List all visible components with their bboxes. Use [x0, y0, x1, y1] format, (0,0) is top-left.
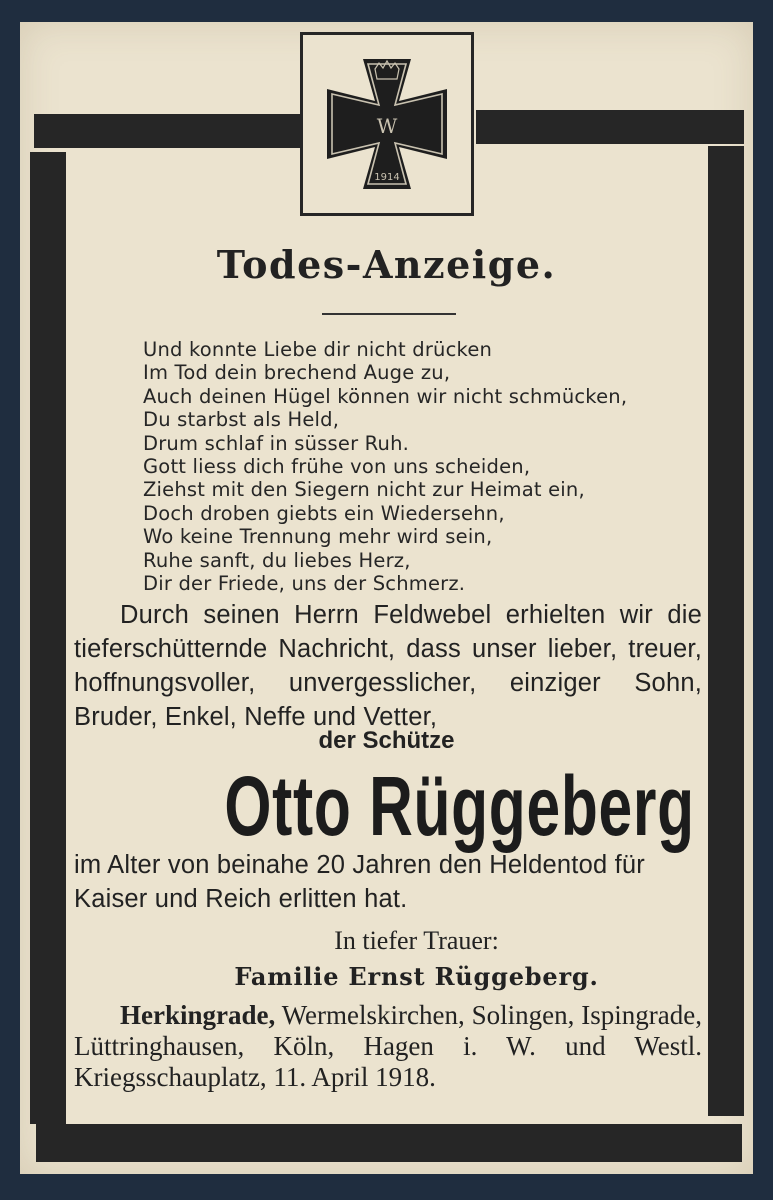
announcement-paragraph: [74, 598, 702, 734]
medal-letter: W: [376, 114, 398, 138]
poem-line: Dir der Friede, uns der Schmerz.: [143, 572, 466, 596]
places-lead: Herkingrade,: [120, 1000, 276, 1030]
poem-line: Und konnte Liebe dir nicht drücken: [143, 338, 493, 361]
border-top-left: [34, 114, 302, 148]
page-title: Todes-Anzeige.: [216, 242, 557, 287]
poem-line: Doch droben giebts ein Wiedersehn,: [143, 501, 505, 525]
title-divider: [322, 313, 456, 315]
mourning-line: In tiefer Trauer:: [334, 926, 499, 955]
deceased-name: Otto Rüggeberg: [224, 759, 695, 853]
poem-line: Im Tod dein brechend Auge zu,: [143, 361, 451, 385]
announcement-text: Durch seinen Herrn Feldwebel erhielten wir die tieferschütternde Nachricht, dass unser lieber, treuer, hoffnungsvoller, unvergesslicher, einziger Sohn, Bruder, Enkel, Neffe und Vetter,: [74, 601, 702, 731]
iron-cross-icon: [317, 49, 457, 199]
places-rest: Wermelskirchen, Solingen, Ispingrade, Lüttringhausen, Köln, Hagen i. W. und Westl. Kriegsschauplatz, 11. April 1918.: [74, 1000, 702, 1092]
poem-line: Du starbst als Held,: [143, 408, 340, 432]
family-signature: Familie Ernst Rüggeberg.: [234, 962, 599, 991]
medal-frame: [300, 32, 474, 216]
poem-line: Ziehst mit den Siegern nicht zur Heimat ein,: [143, 478, 585, 502]
places-and-date: [74, 1000, 702, 1093]
poem-line: Drum schlaf in süsser Ruh.: [143, 431, 410, 455]
border-top-right: [476, 110, 744, 144]
poem-line: Ruhe sanft, du liebes Herz,: [143, 548, 411, 572]
medal-year: 1914: [374, 172, 400, 183]
poem-line: Auch deinen Hügel können wir nicht schmücken,: [143, 384, 628, 408]
poem: [143, 338, 703, 595]
rank-label: der Schütze: [318, 727, 455, 754]
border-bottom: [36, 1124, 742, 1162]
poem-line: Wo keine Trennung mehr wird sein,: [143, 525, 493, 549]
poem-line: Gott liess dich frühe von uns scheiden,: [143, 455, 531, 479]
death-paragraph: im Alter von beinahe 20 Jahren den Heldentod für Kaiser und Reich erlitten hat.: [74, 851, 645, 913]
